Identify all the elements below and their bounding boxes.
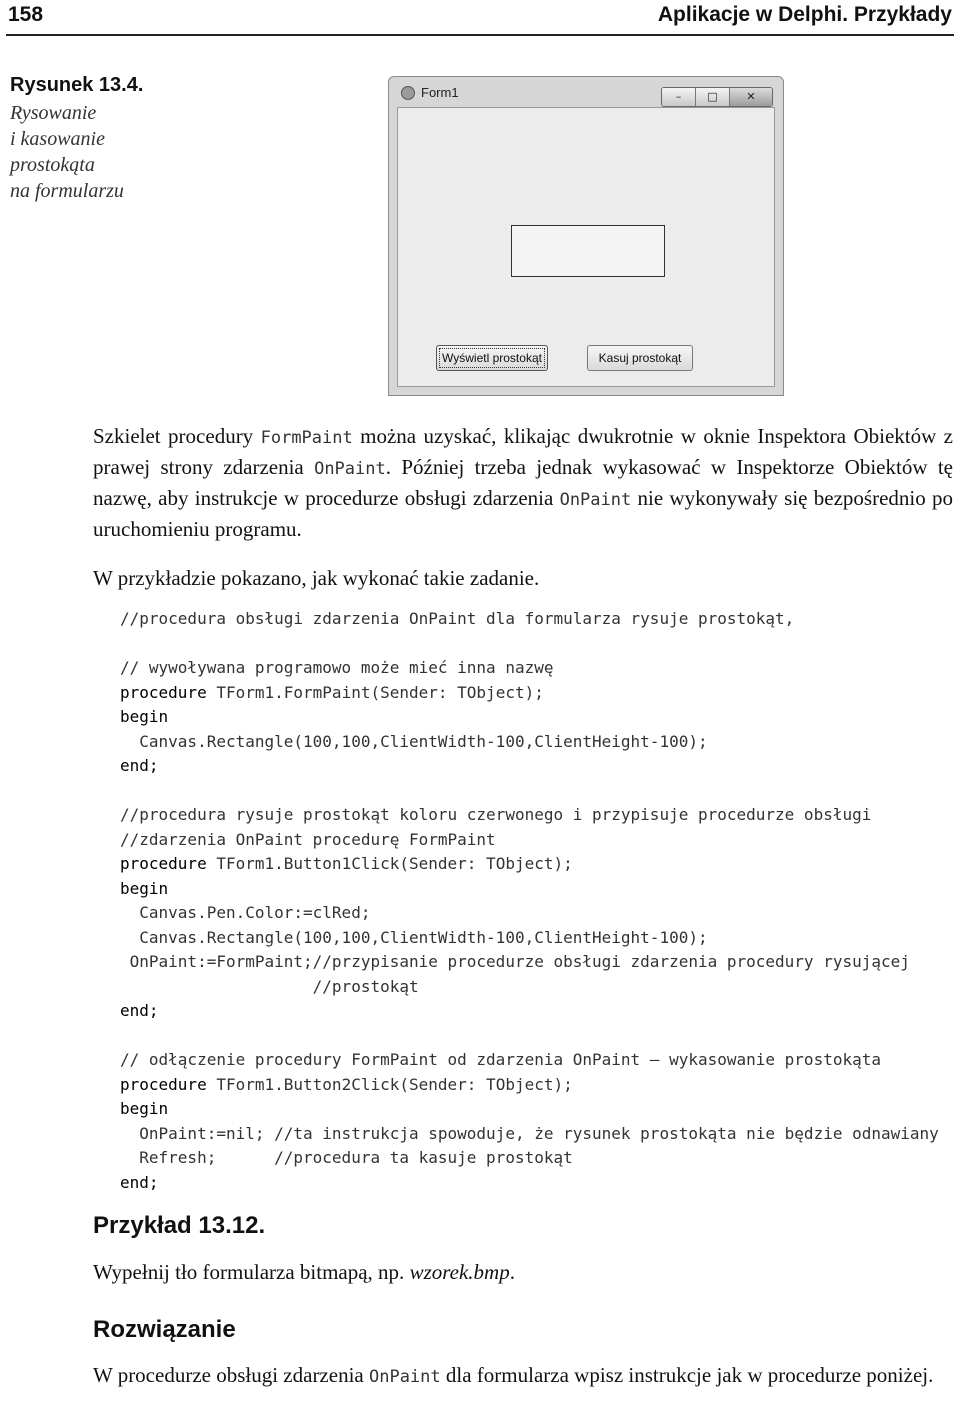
example-heading: Przykład 13.12.	[93, 1212, 266, 1239]
code-inline: OnPaint	[368, 1367, 441, 1387]
solution-text	[93, 1361, 953, 1392]
code-keyword: begin	[120, 707, 169, 726]
maximize-icon: □	[707, 90, 718, 103]
code-line: OnPaint:=nil; //ta instrukcja spowoduje, że rysunek prostokąta nie będzie odnawiany	[120, 1123, 939, 1143]
close-button[interactable]	[730, 88, 772, 106]
code-keyword: end;	[120, 1172, 159, 1192]
figure-label: Rysunek 13.4.	[10, 74, 144, 96]
book-title: Aplikacje w Delphi. Przykłady	[657, 3, 952, 26]
paragraph-1	[93, 422, 953, 544]
code-line: TForm1.Button2Click(Sender: TObject);	[206, 1074, 573, 1094]
code-keyword: begin	[120, 878, 169, 898]
code-line: Canvas.Rectangle(100,100,ClientWidth-100,ClientHeight-100);	[120, 731, 708, 751]
form1-window	[388, 76, 784, 396]
window-title: Form1	[421, 85, 459, 100]
text-run: można uzyskać, klikając dwukrotnie w oknie Inspektora Obiektów z prawej strony zdarzenia	[93, 424, 954, 479]
caption-line: i kasowanie	[10, 128, 105, 150]
code-keyword: procedure	[120, 682, 207, 702]
code-inline: FormPaint	[260, 428, 353, 448]
code-keyword: end;	[120, 1001, 159, 1020]
window-controls	[661, 87, 773, 107]
code-line: // odłączenie procedury FormPaint od zdarzenia OnPaint — wykasowanie prostokąta	[120, 1050, 881, 1069]
code-keyword: end;	[120, 756, 159, 775]
caption-line: prostokąta	[10, 154, 95, 176]
caption-line: Rysowanie	[10, 102, 97, 124]
text-run: dla formularza wpisz instrukcje jak w procedurze poniżej.	[440, 1363, 934, 1387]
page-header	[6, 0, 954, 36]
code-line: //prostokąt	[120, 976, 419, 996]
window-titlebar[interactable]	[389, 77, 783, 105]
text-run: .	[509, 1260, 515, 1284]
clear-rectangle-button[interactable]: Kasuj prostokąt	[587, 345, 693, 371]
code-line: //procedura obsługi zdarzenia OnPaint dla formularza rysuje prostokąt,	[120, 609, 795, 628]
form-client-area	[397, 107, 775, 387]
code-line: OnPaint:=FormPaint;//przypisanie procedurze obsługi zdarzenia procedury rysującej	[120, 952, 910, 971]
text-run: Szkielet procedury	[93, 424, 261, 448]
code-line: // wywoływana programowo może mieć inna nazwę	[120, 658, 554, 677]
code-line: //procedura rysuje prostokąt koloru czerwonego i przypisuje procedurze obsługi	[120, 805, 872, 824]
code-keyword: procedure	[120, 1074, 207, 1094]
minimize-icon: –	[675, 90, 682, 103]
text-run: Wypełnij tło formularza bitmapą, np.	[93, 1260, 410, 1284]
code-line: TForm1.Button1Click(Sender: TObject);	[206, 854, 573, 873]
text-run: nie wykonywały się bezpośrednio po uruchomieniu programu.	[93, 486, 953, 541]
paragraph-2: W przykładzie pokazano, jak wykonać takie zadanie.	[93, 566, 540, 590]
caption-line: na formularzu	[10, 180, 124, 202]
app-icon	[401, 86, 415, 100]
code-listing	[120, 607, 955, 1195]
text-run: . Później trzeba jednak wykasować w Inspektorze Obiektów tę nazwę, aby instrukcje w procedurze obsługi zdarzenia	[93, 455, 953, 510]
solution-heading: Rozwiązanie	[93, 1316, 236, 1343]
page-number: 158	[8, 3, 44, 26]
code-line: Refresh; //procedura ta kasuje prostokąt	[120, 1148, 573, 1167]
code-keyword: begin	[120, 1099, 169, 1118]
code-line: Canvas.Rectangle(100,100,ClientWidth-100,ClientHeight-100);	[120, 927, 708, 947]
figure-caption	[10, 72, 170, 204]
show-rectangle-button[interactable]: Wyświetl prostokąt	[436, 345, 548, 371]
example-text	[93, 1258, 953, 1287]
code-inline: OnPaint	[559, 490, 632, 510]
text-run: W procedurze obsługi zdarzenia	[93, 1363, 369, 1387]
close-icon: ✕	[746, 90, 756, 103]
code-inline: OnPaint	[314, 459, 386, 479]
code-keyword: procedure	[120, 854, 207, 873]
drawn-rectangle	[511, 225, 665, 277]
file-name: wzorek.bmp	[409, 1260, 510, 1284]
code-line: Canvas.Pen.Color:=clRed;	[120, 903, 371, 922]
maximize-button[interactable]	[696, 88, 730, 106]
code-line: //zdarzenia OnPaint procedurę FormPaint	[120, 829, 496, 849]
minimize-button[interactable]	[662, 88, 696, 106]
code-line: TForm1.FormPaint(Sender: TObject);	[206, 682, 544, 702]
